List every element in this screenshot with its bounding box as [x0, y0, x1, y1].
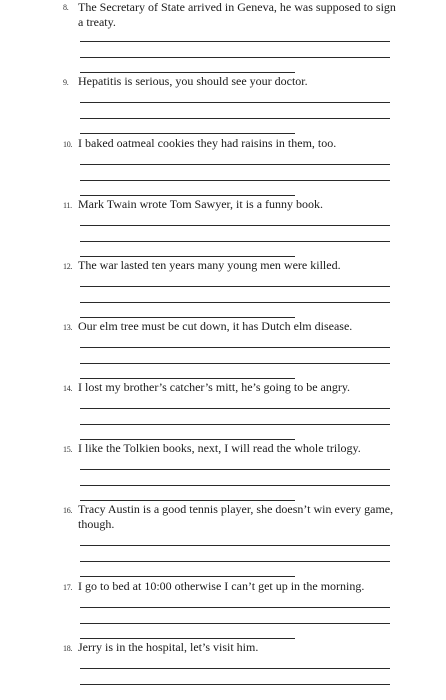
exercise-sentence: I like the Tolkien books, next, I will read the whole trilogy.: [78, 441, 361, 455]
exercise-sentence: Hepatitis is serious, you should see your doctor.: [78, 74, 308, 88]
answer-line[interactable]: [80, 118, 390, 119]
answer-line[interactable]: [80, 241, 390, 242]
answer-line[interactable]: [80, 256, 295, 257]
answer-line[interactable]: [80, 561, 390, 562]
exercise-number: 14.: [63, 384, 73, 393]
answer-line[interactable]: [80, 286, 390, 287]
answer-line[interactable]: [80, 72, 295, 73]
answer-line[interactable]: [80, 424, 390, 425]
answer-line[interactable]: [80, 102, 390, 103]
exercise-number: 17.: [63, 583, 73, 592]
answer-line[interactable]: [80, 378, 295, 379]
answer-line[interactable]: [80, 408, 390, 409]
exercise-sentence: I lost my brother’s catcher’s mitt, he’s going to be angry.: [78, 380, 351, 394]
exercise-number: 15.: [63, 445, 73, 454]
answer-line[interactable]: [80, 576, 295, 577]
exercise-sentence: Our elm tree must be cut down, it has Dutch elm disease.: [78, 319, 353, 333]
answer-line[interactable]: [80, 638, 295, 639]
answer-line[interactable]: [80, 195, 295, 196]
exercise-sentence: Tracy Austin is a good tennis player, she doesn’t win every game, though.: [78, 502, 394, 531]
answer-line[interactable]: [80, 363, 390, 364]
exercise-sentence: Mark Twain wrote Tom Sawyer, it is a funny book.: [78, 197, 324, 211]
answer-line[interactable]: [80, 469, 390, 470]
answer-line[interactable]: [80, 684, 390, 685]
exercise-number: 13.: [63, 323, 73, 332]
answer-line[interactable]: [80, 485, 390, 486]
exercise-number: 12.: [63, 262, 73, 271]
answer-line[interactable]: [80, 347, 390, 348]
answer-line[interactable]: [80, 164, 390, 165]
exercise-sentence: I baked oatmeal cookies they had raisins in them, too.: [78, 136, 337, 150]
exercise-sentence: The Secretary of State arrived in Geneva, he was supposed to sign a treaty.: [78, 0, 396, 29]
exercise-number: 11.: [63, 201, 72, 210]
answer-line[interactable]: [80, 180, 390, 181]
answer-line[interactable]: [80, 41, 390, 42]
answer-line[interactable]: [80, 302, 390, 303]
exercise-sentence: I go to bed at 10:00 otherwise I can’t get up in the morning.: [78, 579, 365, 593]
exercise-number: 8.: [63, 3, 69, 12]
answer-line[interactable]: [80, 133, 295, 134]
answer-line[interactable]: [80, 225, 390, 226]
answer-line[interactable]: [80, 500, 295, 501]
answer-line[interactable]: [80, 607, 390, 608]
answer-line[interactable]: [80, 623, 390, 624]
exercise-number: 18.: [63, 644, 73, 653]
answer-line[interactable]: [80, 668, 390, 669]
answer-line[interactable]: [80, 317, 295, 318]
answer-line[interactable]: [80, 545, 390, 546]
exercise-sentence: Jerry is in the hospital, let’s visit him.: [78, 640, 259, 654]
exercise-number: 9.: [63, 78, 69, 87]
answer-line[interactable]: [80, 439, 295, 440]
answer-line[interactable]: [80, 57, 390, 58]
exercise-number: 10.: [63, 140, 73, 149]
exercise-sentence: The war lasted ten years many young men were killed.: [78, 258, 341, 272]
exercise-number: 16.: [63, 506, 73, 515]
